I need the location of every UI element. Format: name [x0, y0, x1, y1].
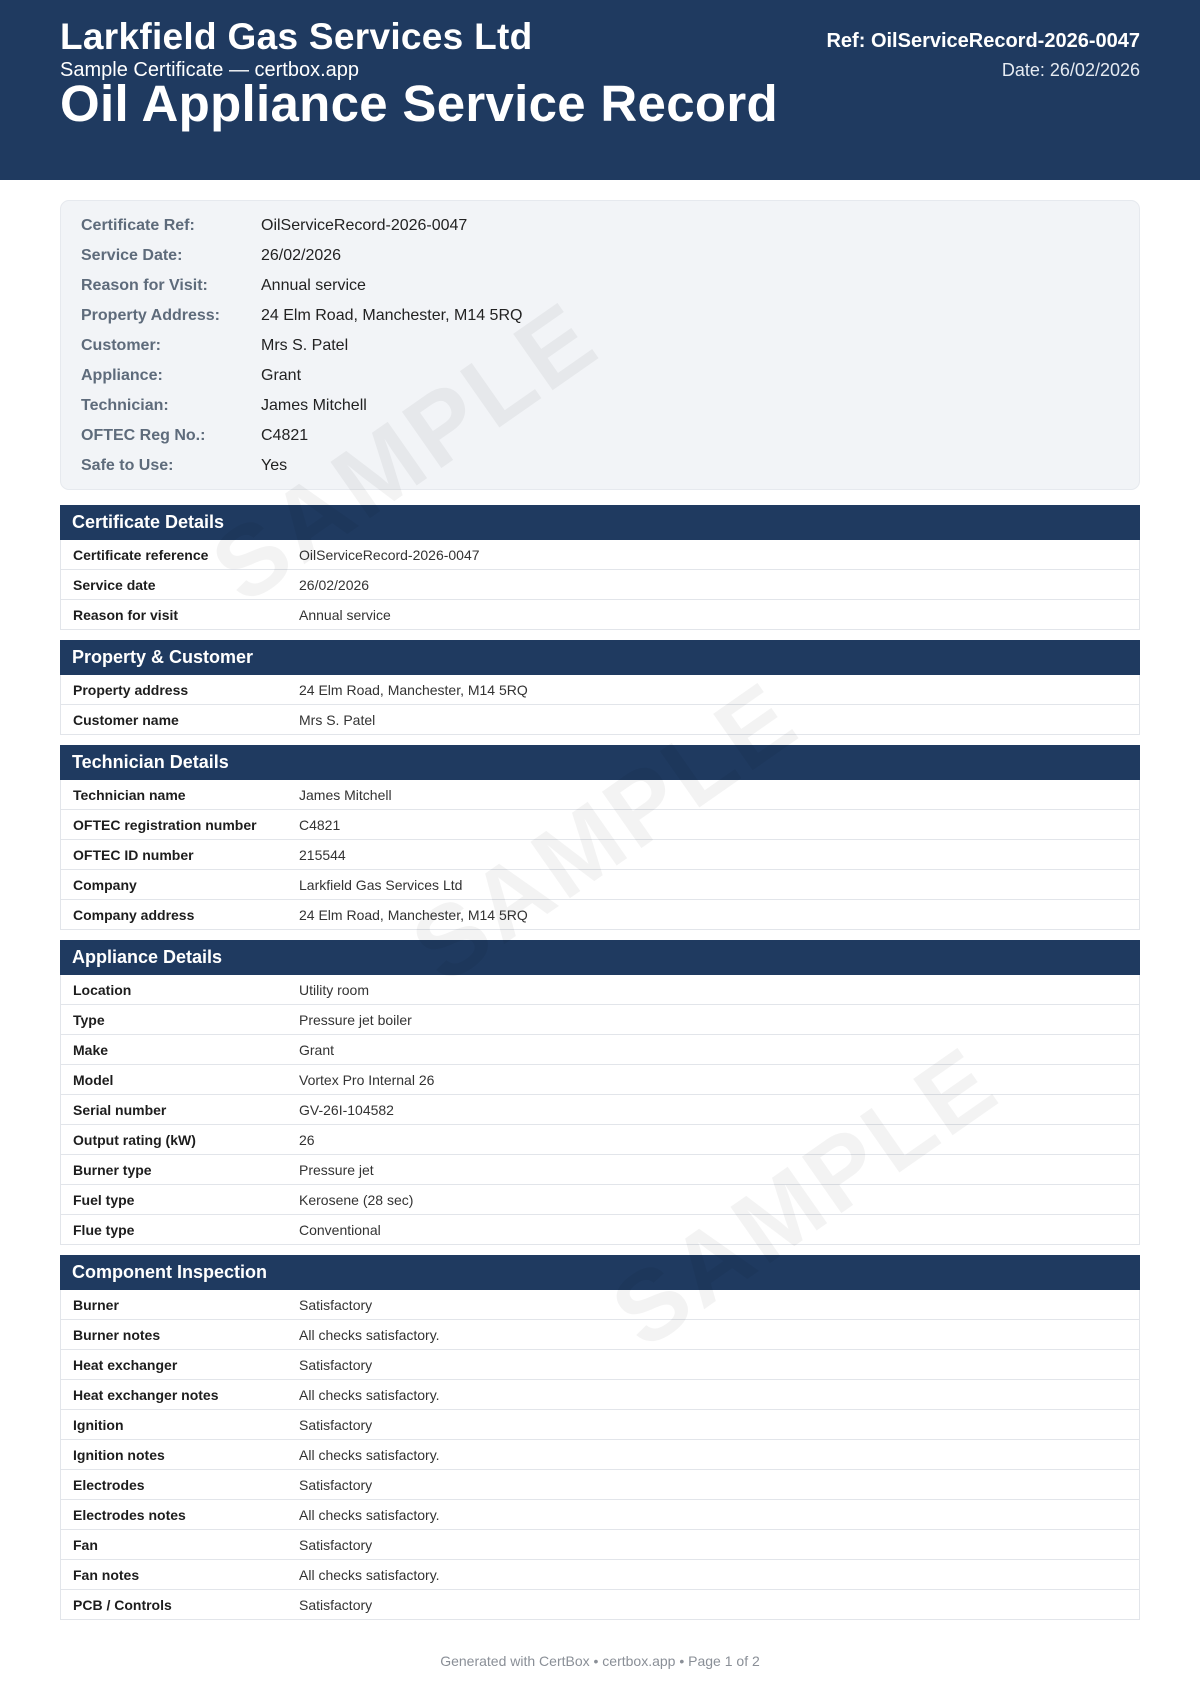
summary-label: Appliance:	[81, 367, 163, 384]
section-heading: Technician Details	[60, 745, 1140, 780]
summary-label: Certificate Ref:	[81, 217, 195, 234]
field-value: Conventional	[299, 1221, 381, 1238]
table-row	[60, 1065, 1140, 1095]
field-label: Flue type	[73, 1221, 135, 1238]
field-label: Fuel type	[73, 1191, 135, 1208]
section-heading: Appliance Details	[60, 940, 1140, 975]
summary-row	[61, 301, 1139, 331]
field-label: Company	[73, 876, 137, 893]
table-row	[60, 1590, 1140, 1620]
field-value: 24 Elm Road, Manchester, M14 5RQ	[299, 681, 528, 698]
summary-label: OFTEC Reg No.:	[81, 427, 206, 444]
field-value: Satisfactory	[299, 1416, 373, 1433]
field-label: Type	[73, 1011, 105, 1028]
date-line	[826, 60, 1140, 81]
summary-value: C4821	[261, 427, 309, 444]
reference-line	[826, 30, 1140, 53]
field-value: OilServiceRecord-2026-0047	[299, 546, 480, 563]
summary-label: Customer:	[81, 337, 162, 354]
reference-value: OilServiceRecord-2026-0047	[870, 30, 1140, 52]
summary-label: Safe to Use:	[81, 457, 174, 474]
summary-row	[61, 421, 1139, 451]
field-label: Ignition	[73, 1416, 124, 1433]
field-label: Customer name	[73, 711, 179, 728]
field-value: Larkfield Gas Services Ltd	[299, 876, 463, 893]
summary-label: Property Address:	[81, 307, 220, 324]
field-label: Electrodes notes	[73, 1506, 186, 1523]
certificate-sections	[60, 505, 1140, 1630]
field-value: Pressure jet boiler	[299, 1011, 412, 1028]
section	[60, 505, 1140, 630]
field-value: Utility room	[299, 981, 370, 998]
reference-block	[826, 30, 1140, 81]
section	[60, 940, 1140, 1245]
summary-panel	[60, 200, 1140, 490]
field-label: Serial number	[73, 1101, 167, 1118]
summary-row	[61, 241, 1139, 271]
field-label: Service date	[73, 576, 156, 593]
table-row	[60, 1530, 1140, 1560]
summary-value: James Mitchell	[261, 397, 367, 414]
table-row	[60, 1380, 1140, 1410]
summary-row	[61, 391, 1139, 421]
field-value: All checks satisfactory.	[299, 1506, 440, 1523]
field-value: Satisfactory	[299, 1536, 373, 1553]
field-label: Burner	[73, 1296, 119, 1313]
field-value: 24 Elm Road, Manchester, M14 5RQ	[299, 906, 528, 923]
certificate-header	[0, 0, 1200, 180]
field-label: Heat exchanger	[73, 1356, 178, 1373]
section	[60, 1255, 1140, 1620]
date-value: 26/02/2026	[1049, 60, 1140, 80]
field-label: Burner type	[73, 1161, 152, 1178]
field-label: Burner notes	[73, 1326, 161, 1343]
table-row	[60, 675, 1140, 705]
field-label: OFTEC ID number	[73, 846, 194, 863]
field-value: C4821	[299, 816, 341, 833]
summary-value: Yes	[261, 457, 288, 474]
table-row	[60, 1185, 1140, 1215]
table-row	[60, 1290, 1140, 1320]
summary-value: 26/02/2026	[261, 247, 342, 264]
summary-value: Grant	[261, 367, 302, 384]
table-row	[60, 840, 1140, 870]
field-value: Satisfactory	[299, 1296, 373, 1313]
field-value: All checks satisfactory.	[299, 1386, 440, 1403]
field-label: Reason for visit	[73, 606, 179, 623]
section-heading: Component Inspection	[60, 1255, 1140, 1290]
company-name: Larkfield Gas Services Ltd	[60, 16, 533, 57]
field-label: Model	[73, 1071, 114, 1088]
section	[60, 640, 1140, 735]
table-row	[60, 570, 1140, 600]
field-value: 26	[299, 1131, 315, 1148]
field-value: Satisfactory	[299, 1596, 373, 1613]
reference-label: Ref:	[826, 30, 866, 52]
field-label: OFTEC registration number	[73, 816, 257, 833]
field-value: All checks satisfactory.	[299, 1566, 440, 1583]
field-label: Heat exchanger notes	[73, 1386, 219, 1403]
table-row	[60, 975, 1140, 1005]
table-row	[60, 600, 1140, 630]
field-value: Kerosene (28 sec)	[299, 1191, 414, 1208]
field-label: Technician name	[73, 786, 186, 803]
field-label: PCB / Controls	[73, 1596, 172, 1613]
table-row	[60, 1560, 1140, 1590]
table-row	[60, 1215, 1140, 1245]
field-value: James Mitchell	[299, 786, 392, 803]
table-row	[60, 1350, 1140, 1380]
table-row	[60, 1470, 1140, 1500]
table-row	[60, 1410, 1140, 1440]
table-row	[60, 1155, 1140, 1185]
table-row	[60, 870, 1140, 900]
summary-label: Technician:	[81, 397, 169, 414]
summary-row	[61, 211, 1139, 241]
summary-row	[61, 451, 1139, 481]
summary-value: Mrs S. Patel	[261, 337, 349, 354]
date-label: Date:	[1001, 60, 1045, 80]
field-label: Fan notes	[73, 1566, 140, 1583]
field-label: Property address	[73, 681, 189, 698]
table-row	[60, 900, 1140, 930]
field-value: Pressure jet	[299, 1161, 374, 1178]
field-label: Location	[73, 981, 132, 998]
field-value: GV-26I-104582	[299, 1101, 394, 1118]
table-row	[60, 540, 1140, 570]
section-heading: Property & Customer	[60, 640, 1140, 675]
summary-value: Annual service	[261, 277, 366, 294]
table-row	[60, 705, 1140, 735]
field-value: Satisfactory	[299, 1356, 373, 1373]
section-heading: Certificate Details	[60, 505, 1140, 540]
field-label: Fan	[73, 1536, 98, 1553]
section	[60, 745, 1140, 930]
table-row	[60, 1095, 1140, 1125]
field-label: Electrodes	[73, 1476, 145, 1493]
field-value: 26/02/2026	[299, 576, 370, 593]
summary-row	[61, 331, 1139, 361]
table-row	[60, 780, 1140, 810]
table-row	[60, 1005, 1140, 1035]
summary-value: 24 Elm Road, Manchester, M14 5RQ	[261, 307, 523, 324]
table-row	[60, 1500, 1140, 1530]
summary-value: OilServiceRecord-2026-0047	[261, 217, 468, 234]
field-label: Make	[73, 1041, 109, 1058]
field-value: All checks satisfactory.	[299, 1326, 440, 1343]
field-value: Annual service	[299, 606, 391, 623]
summary-row	[61, 361, 1139, 391]
table-row	[60, 1125, 1140, 1155]
document-title: Oil Appliance Service Record	[60, 75, 778, 132]
field-value: Satisfactory	[299, 1476, 373, 1493]
field-label: Certificate reference	[73, 546, 209, 563]
summary-label: Service Date:	[81, 247, 183, 264]
field-label: Ignition notes	[73, 1446, 165, 1463]
field-value: 215544	[299, 846, 346, 863]
field-label: Company address	[73, 906, 195, 923]
field-label: Output rating (kW)	[73, 1131, 196, 1148]
page-footer: Generated with CertBox • certbox.app • Page 1 of 2	[440, 1653, 760, 1669]
table-row	[60, 1320, 1140, 1350]
field-value: Vortex Pro Internal 26	[299, 1071, 435, 1088]
summary-row	[61, 271, 1139, 301]
field-value: All checks satisfactory.	[299, 1446, 440, 1463]
field-value: Mrs S. Patel	[299, 711, 376, 728]
sample-subtitle: Sample Certificate — certbox.app	[60, 59, 360, 81]
table-row	[60, 810, 1140, 840]
table-row	[60, 1440, 1140, 1470]
table-row	[60, 1035, 1140, 1065]
summary-label: Reason for Visit:	[81, 277, 208, 294]
field-value: Grant	[299, 1041, 335, 1058]
